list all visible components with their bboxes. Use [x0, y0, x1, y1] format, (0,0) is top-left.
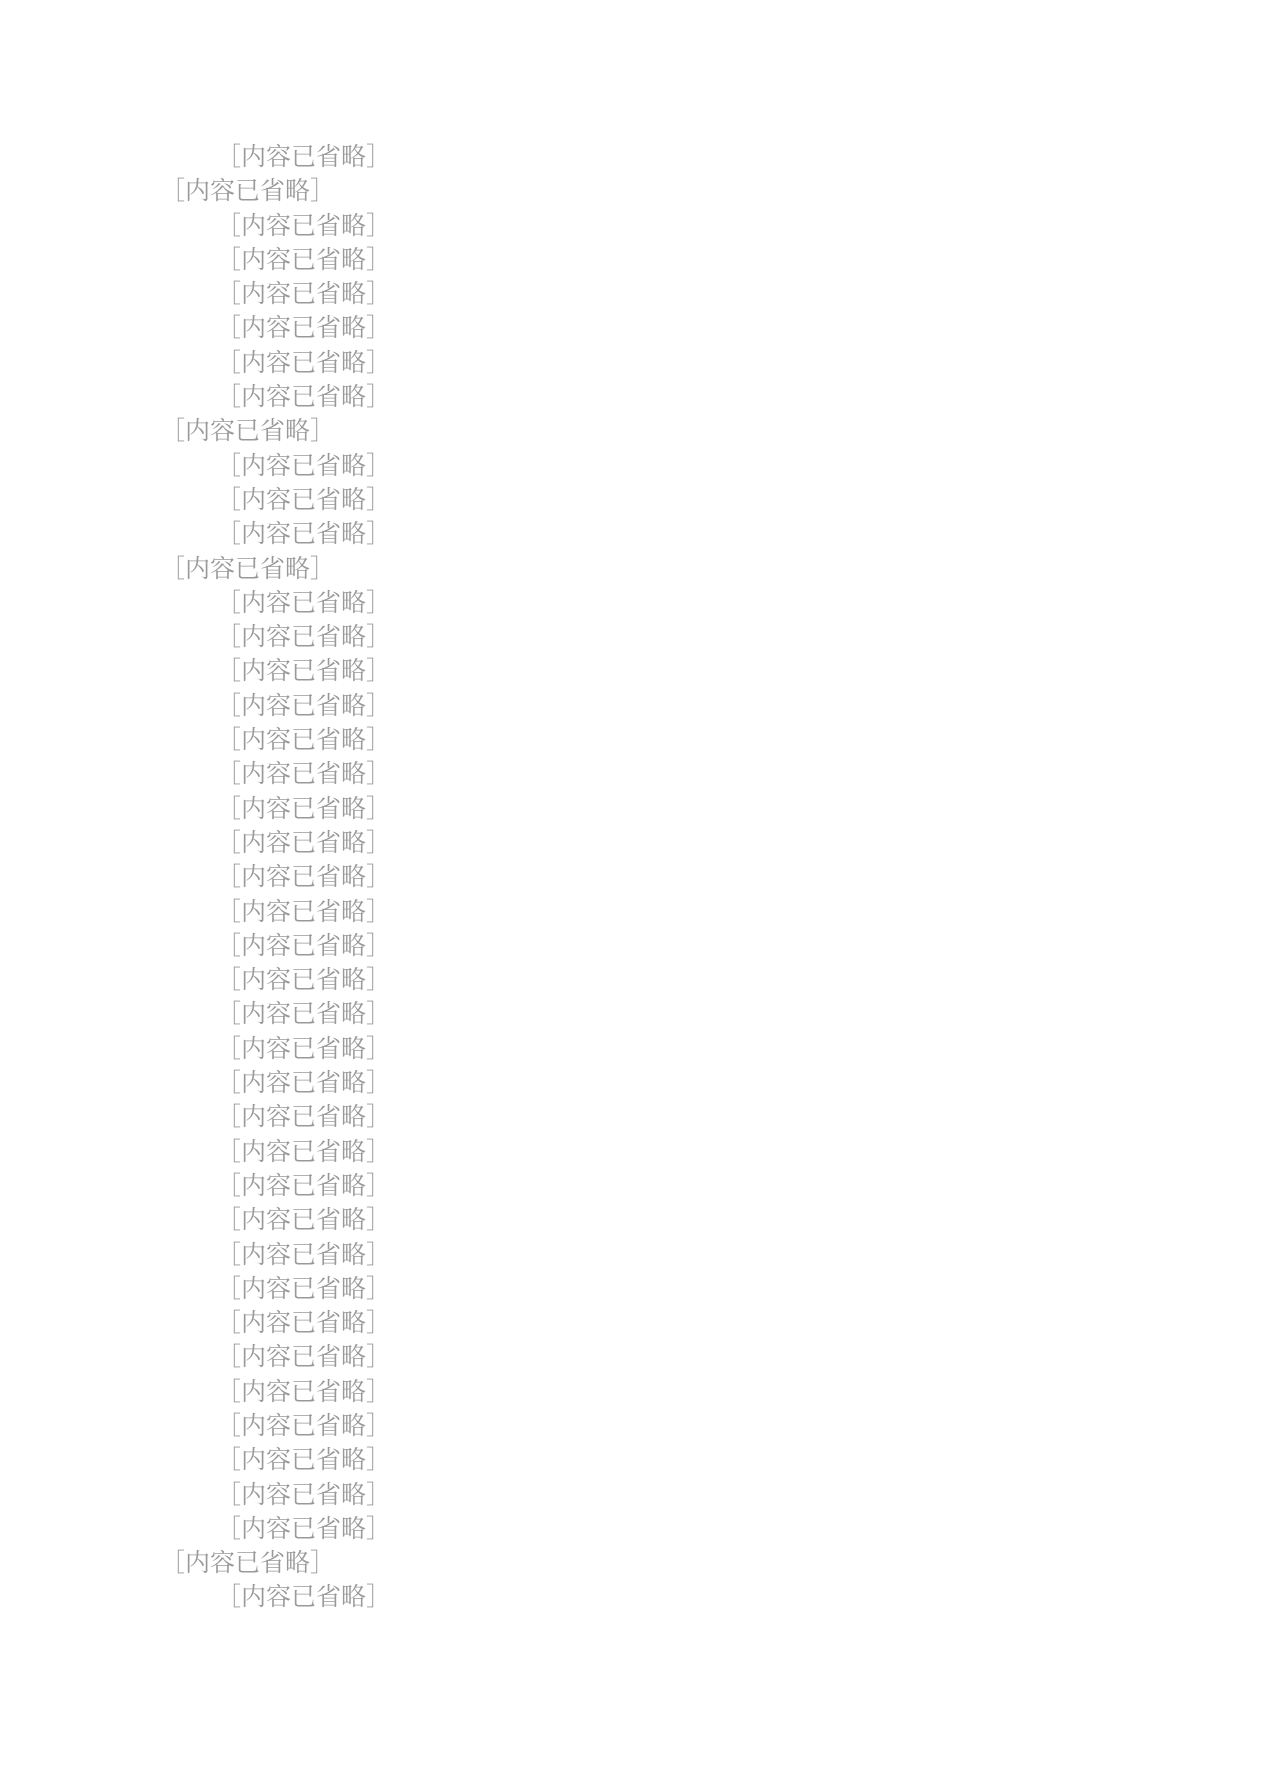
text-line: ［内容已省略］	[216, 313, 392, 343]
text-line: ［内容已省略］	[216, 1033, 392, 1063]
text-line: ［内容已省略］	[216, 793, 392, 823]
text-line: ［内容已省略］	[216, 1308, 392, 1338]
text-line: ［内容已省略］	[216, 347, 392, 377]
text-line: ［内容已省略］	[216, 1273, 392, 1303]
text-line: ［内容已省略］	[216, 1582, 392, 1612]
text-line: ［内容已省略］	[160, 1548, 336, 1578]
text-line: ［内容已省略］	[216, 587, 392, 617]
text-line: ［内容已省略］	[216, 142, 392, 171]
text-line: ［内容已省略］	[216, 930, 392, 960]
text-line: ［内容已省略］	[160, 176, 336, 206]
text-line: ［内容已省略］	[216, 862, 392, 892]
text-line: ［内容已省略］	[216, 759, 392, 789]
text-line: ［内容已省略］	[216, 1170, 392, 1200]
text-line: ［内容已省略］	[216, 210, 392, 240]
text-line: ［内容已省略］	[216, 725, 392, 755]
text-line: ［内容已省略］	[216, 1479, 392, 1509]
text-line: ［内容已省略］	[216, 1342, 392, 1372]
text-line: ［内容已省略］	[216, 1376, 392, 1406]
document-body	[160, 140, 1120, 1615]
text-line: ［内容已省略］	[160, 553, 336, 583]
text-line: ［内容已省略］	[216, 656, 392, 686]
text-line: ［内容已省略］	[216, 999, 392, 1029]
text-line: ［内容已省略］	[216, 1205, 392, 1235]
text-line: ［内容已省略］	[216, 279, 392, 309]
text-line: ［内容已省略］	[216, 1239, 392, 1269]
text-line: ［内容已省略］	[216, 896, 392, 926]
text-line: ［内容已省略］	[216, 965, 392, 995]
text-line: ［内容已省略］	[160, 416, 336, 446]
text-line: ［内容已省略］	[216, 1410, 392, 1440]
text-line: ［内容已省略］	[216, 1513, 392, 1543]
text-line: ［内容已省略］	[216, 827, 392, 857]
text-line: ［内容已省略］	[216, 450, 392, 480]
text-line: ［内容已省略］	[216, 519, 392, 549]
text-line: ［内容已省略］	[216, 382, 392, 412]
text-line: ［内容已省略］	[216, 1136, 392, 1166]
text-line: ［内容已省略］	[216, 244, 392, 274]
text-line: ［内容已省略］	[216, 690, 392, 720]
text-line: ［内容已省略］	[216, 622, 392, 652]
text-line: ［内容已省略］	[216, 1102, 392, 1132]
text-line: ［内容已省略］	[216, 1068, 392, 1098]
text-line: ［内容已省略］	[216, 1445, 392, 1475]
text-line: ［内容已省略］	[216, 484, 392, 514]
